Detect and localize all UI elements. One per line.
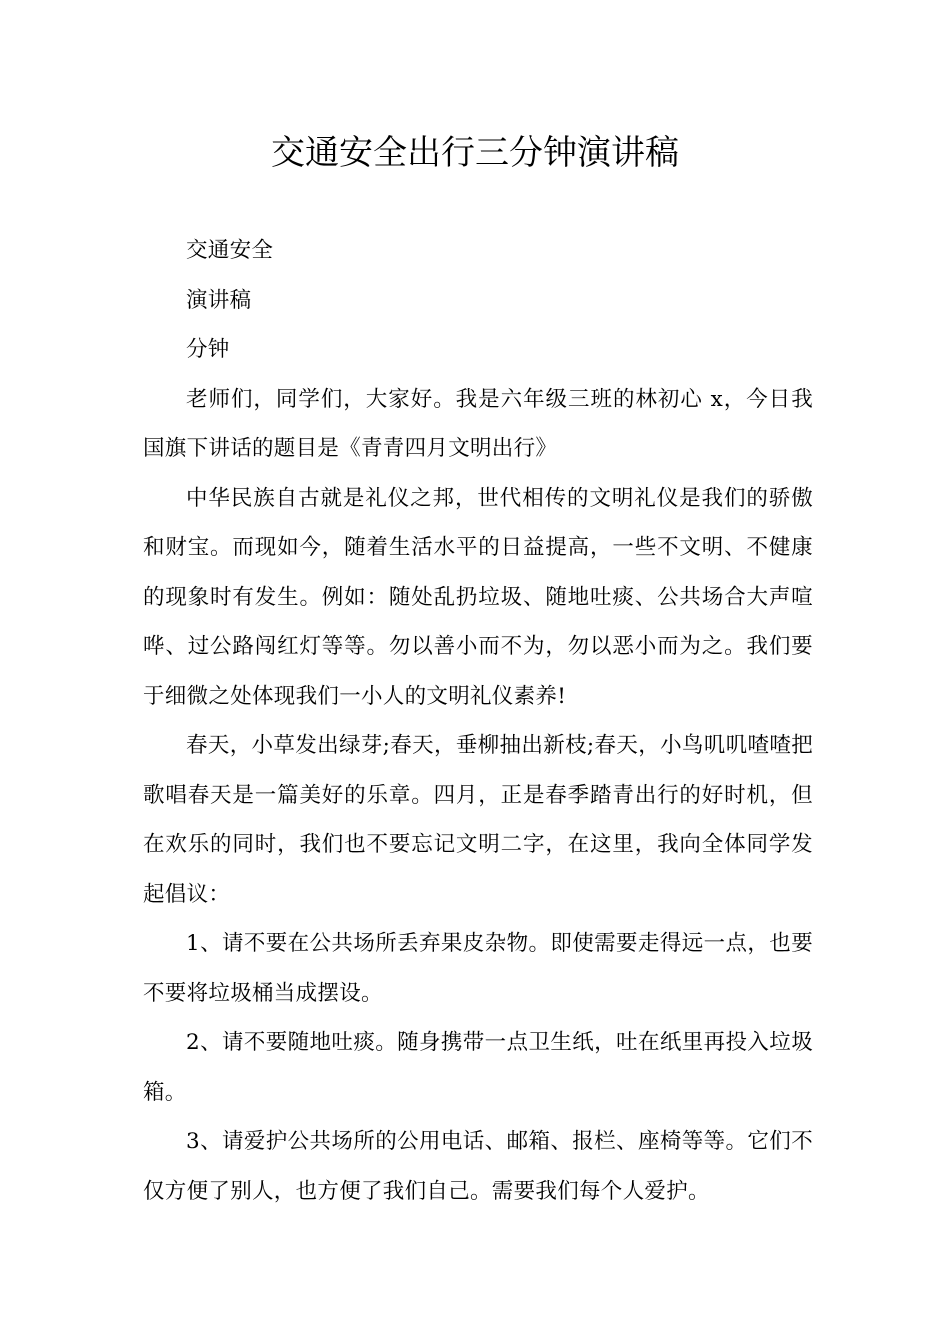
paragraph-heading-2: 演讲稿	[186, 287, 252, 313]
document-title: 交通安全出行三分钟演讲稿	[271, 133, 679, 173]
document-body	[143, 226, 813, 1216]
paragraph-proposal-2: 2、请不要随地吐痰。随身携带一点卫生纸，吐在纸里再投入垃圾箱。	[143, 1030, 813, 1105]
paragraph-greeting: 老师们，同学们，大家好。我是六年级三班的林初心 x，今日我国旗下讲话的题目是《青青四月文明出行》	[143, 386, 813, 461]
paragraph-proposal-1: 1、请不要在公共场所丢弃果皮杂物。即使需要走得远一点，也要不要将垃圾桶当成摆设。	[143, 931, 813, 1006]
paragraph-etiquette: 中华民族自古就是礼仪之邦，世代相传的文明礼仪是我们的骄傲和财宝。而现如今，随着生活水平的日益提高，一些不文明、不健康的现象时有发生。例如：随处乱扔垃圾、随地吐痰、公共场合大声喧哗、过公路闯红灯等等。勿以善小而不为，勿以恶小而为之。我们要于细微之处体现我们一小人的文明礼仪素养!	[143, 485, 813, 709]
paragraph-heading-3: 分钟	[186, 337, 230, 362]
paragraph-heading-1: 交通安全	[186, 238, 274, 263]
paragraph-spring: 春天，小草发出绿芽;春天，垂柳抽出新枝;春天，小鸟叽叽喳喳把歌唱春天是一篇美好的乐章。四月，正是春季踏青出行的好时机，但在欢乐的同时，我们也不要忘记文明二字，在这里，我向全体同学发起倡议：	[143, 733, 813, 907]
paragraph-proposal-3: 3、请爱护公共场所的公用电话、邮箱、报栏、座椅等等。它们不仅方便了别人，也方便了我们自己。需要我们每个人爱护。	[143, 1129, 813, 1204]
